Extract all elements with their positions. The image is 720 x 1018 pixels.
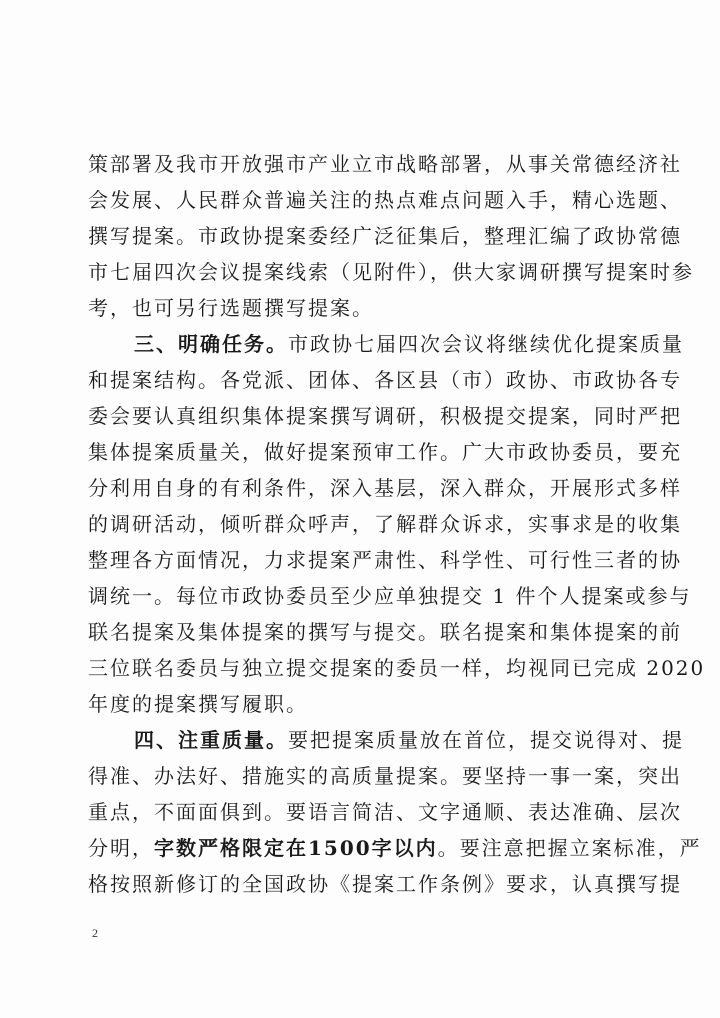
text-line: 得准、办法好、措施实的高质量提案。要坚持一事一案，突出 — [88, 764, 682, 788]
text-line: 市七届四次会议提案线索（见附件），供大家调研撰写提案时参 — [88, 260, 694, 284]
text-span: 分明， — [88, 836, 154, 860]
text-line — [88, 326, 684, 362]
text-line: 调统一。每位市政协委员至少应单独提交 1 件个人提案或参与 — [88, 584, 692, 608]
text-line: 联名提案及集体提案的撰写与提交。联名提案和集体提案的前 — [88, 620, 682, 644]
section-focus-quality — [88, 722, 702, 902]
text-line — [88, 830, 702, 866]
text-line: 和提案结构。各党派、团体、各区县（市）政协、市政协各专 — [88, 368, 682, 392]
text-line — [88, 722, 684, 758]
section-clarify-tasks — [88, 326, 706, 722]
text-line: 格按照新修订的全国政协《提案工作条例》要求，认真撰写提 — [88, 872, 682, 896]
text-line: 的调研活动，倾听群众呼声，了解群众诉求，实事求是的收集 — [88, 512, 682, 536]
text-line: 重点，不面面俱到。要语言简洁、文字通顺、表达准确、层次 — [88, 800, 682, 824]
text-line: 整理各方面情况，力求提案严肃性、科学性、可行性三者的协 — [88, 548, 682, 572]
section-heading: 三、明确任务。 — [134, 332, 288, 356]
emphasis-text: 字数严格限定在1500字以内 — [154, 836, 438, 860]
text-line: 撰写提案。市政协提案委经广泛征集后，整理汇编了政协常德 — [88, 224, 682, 248]
text-line: 考，也可另行选题撰写提案。 — [88, 296, 374, 320]
document-body — [88, 146, 706, 902]
text-span: 市政协七届四次会议将继续优化提案质量 — [288, 332, 684, 356]
text-line: 年度的提案撰写履职。 — [88, 692, 308, 716]
page-number: 2 — [92, 926, 98, 940]
text-line: 集体提案质量关，做好提案预审工作。广大市政协委员，要充 — [88, 440, 682, 464]
text-span: 。要注意把握立案标准，严 — [437, 836, 702, 860]
text-line: 策部署及我市开放强市产业立市战略部署，从事关常德经济社 — [88, 152, 682, 176]
text-line: 分利用自身的有利条件，深入基层，深入群众，开展形式多样 — [88, 476, 682, 500]
text-line: 三位联名委员与独立提交提案的委员一样，均视同已完成 2020 — [88, 656, 706, 680]
text-span: 要把提案质量放在首位，提交说得对、提 — [288, 728, 684, 752]
section-heading: 四、注重质量。 — [134, 728, 288, 752]
text-line: 会发展、人民群众普遍关注的热点难点问题入手，精心选题、 — [88, 188, 682, 212]
text-line: 委会要认真组织集体提案撰写调研，积极提交提案，同时严把 — [88, 404, 682, 428]
paragraph-continuation — [88, 146, 694, 326]
